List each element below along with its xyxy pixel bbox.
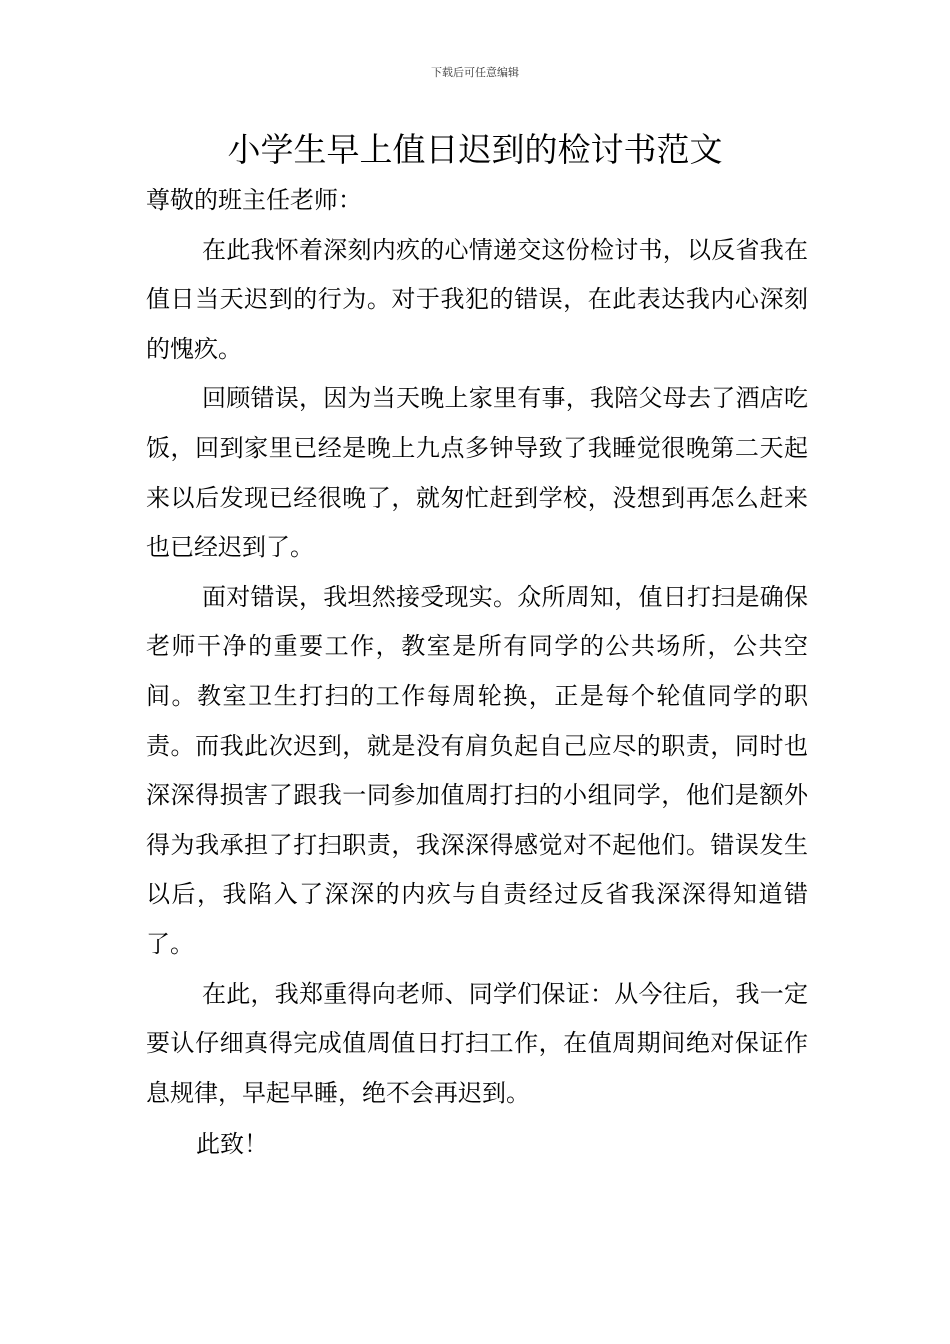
paragraph-1: 在此我怀着深刻内疚的心情递交这份检讨书，以反省我在值日当天迟到的行为。对于我犯的错误，在此表达我内心深刻的愧疚。 — [146, 235, 808, 363]
paragraph-2: 回顾错误，因为当天晚上家里有事，我陪父母去了酒店吃饭，回到家里已经是晚上九点多钟导致了我睡觉很晚第二天起来以后发现已经很晚了，就匆忙赶到学校，没想到再怎么赶来也已经迟到了。 — [146, 384, 808, 562]
header-note: 下载后可任意编辑 — [431, 66, 519, 79]
document-title: 小学生早上值日迟到的检讨书范文 — [227, 130, 723, 169]
paragraph-3: 面对错误，我坦然接受现实。众所周知，值日打扫是确保老师干净的重要工作，教室是所有同学的公共场所，公共空间。教室卫生打扫的工作每周轮换，正是每个轮值同学的职责。而我此次迟到，就是没有肩负起自己应尽的职责，同时也深深得损害了跟我一同参加值周打扫的小组同学，他们是额外得为我承担了打扫职责，我深深得感觉对不起他们。错误发生以后，我陷入了深深的内疚与自责经过反省我深深得知道错了。 — [146, 582, 808, 958]
document-body — [146, 176, 808, 1170]
closing: 此致！ — [196, 1130, 268, 1159]
salutation: 尊敬的班主任老师： — [146, 186, 362, 214]
paragraph-4: 在此，我郑重得向老师、同学们保证：从今往后，我一定要认仔细真得完成值周值日打扫工作，在值周期间绝对保证作息规律，早起早睡，绝不会再迟到。 — [146, 979, 808, 1107]
